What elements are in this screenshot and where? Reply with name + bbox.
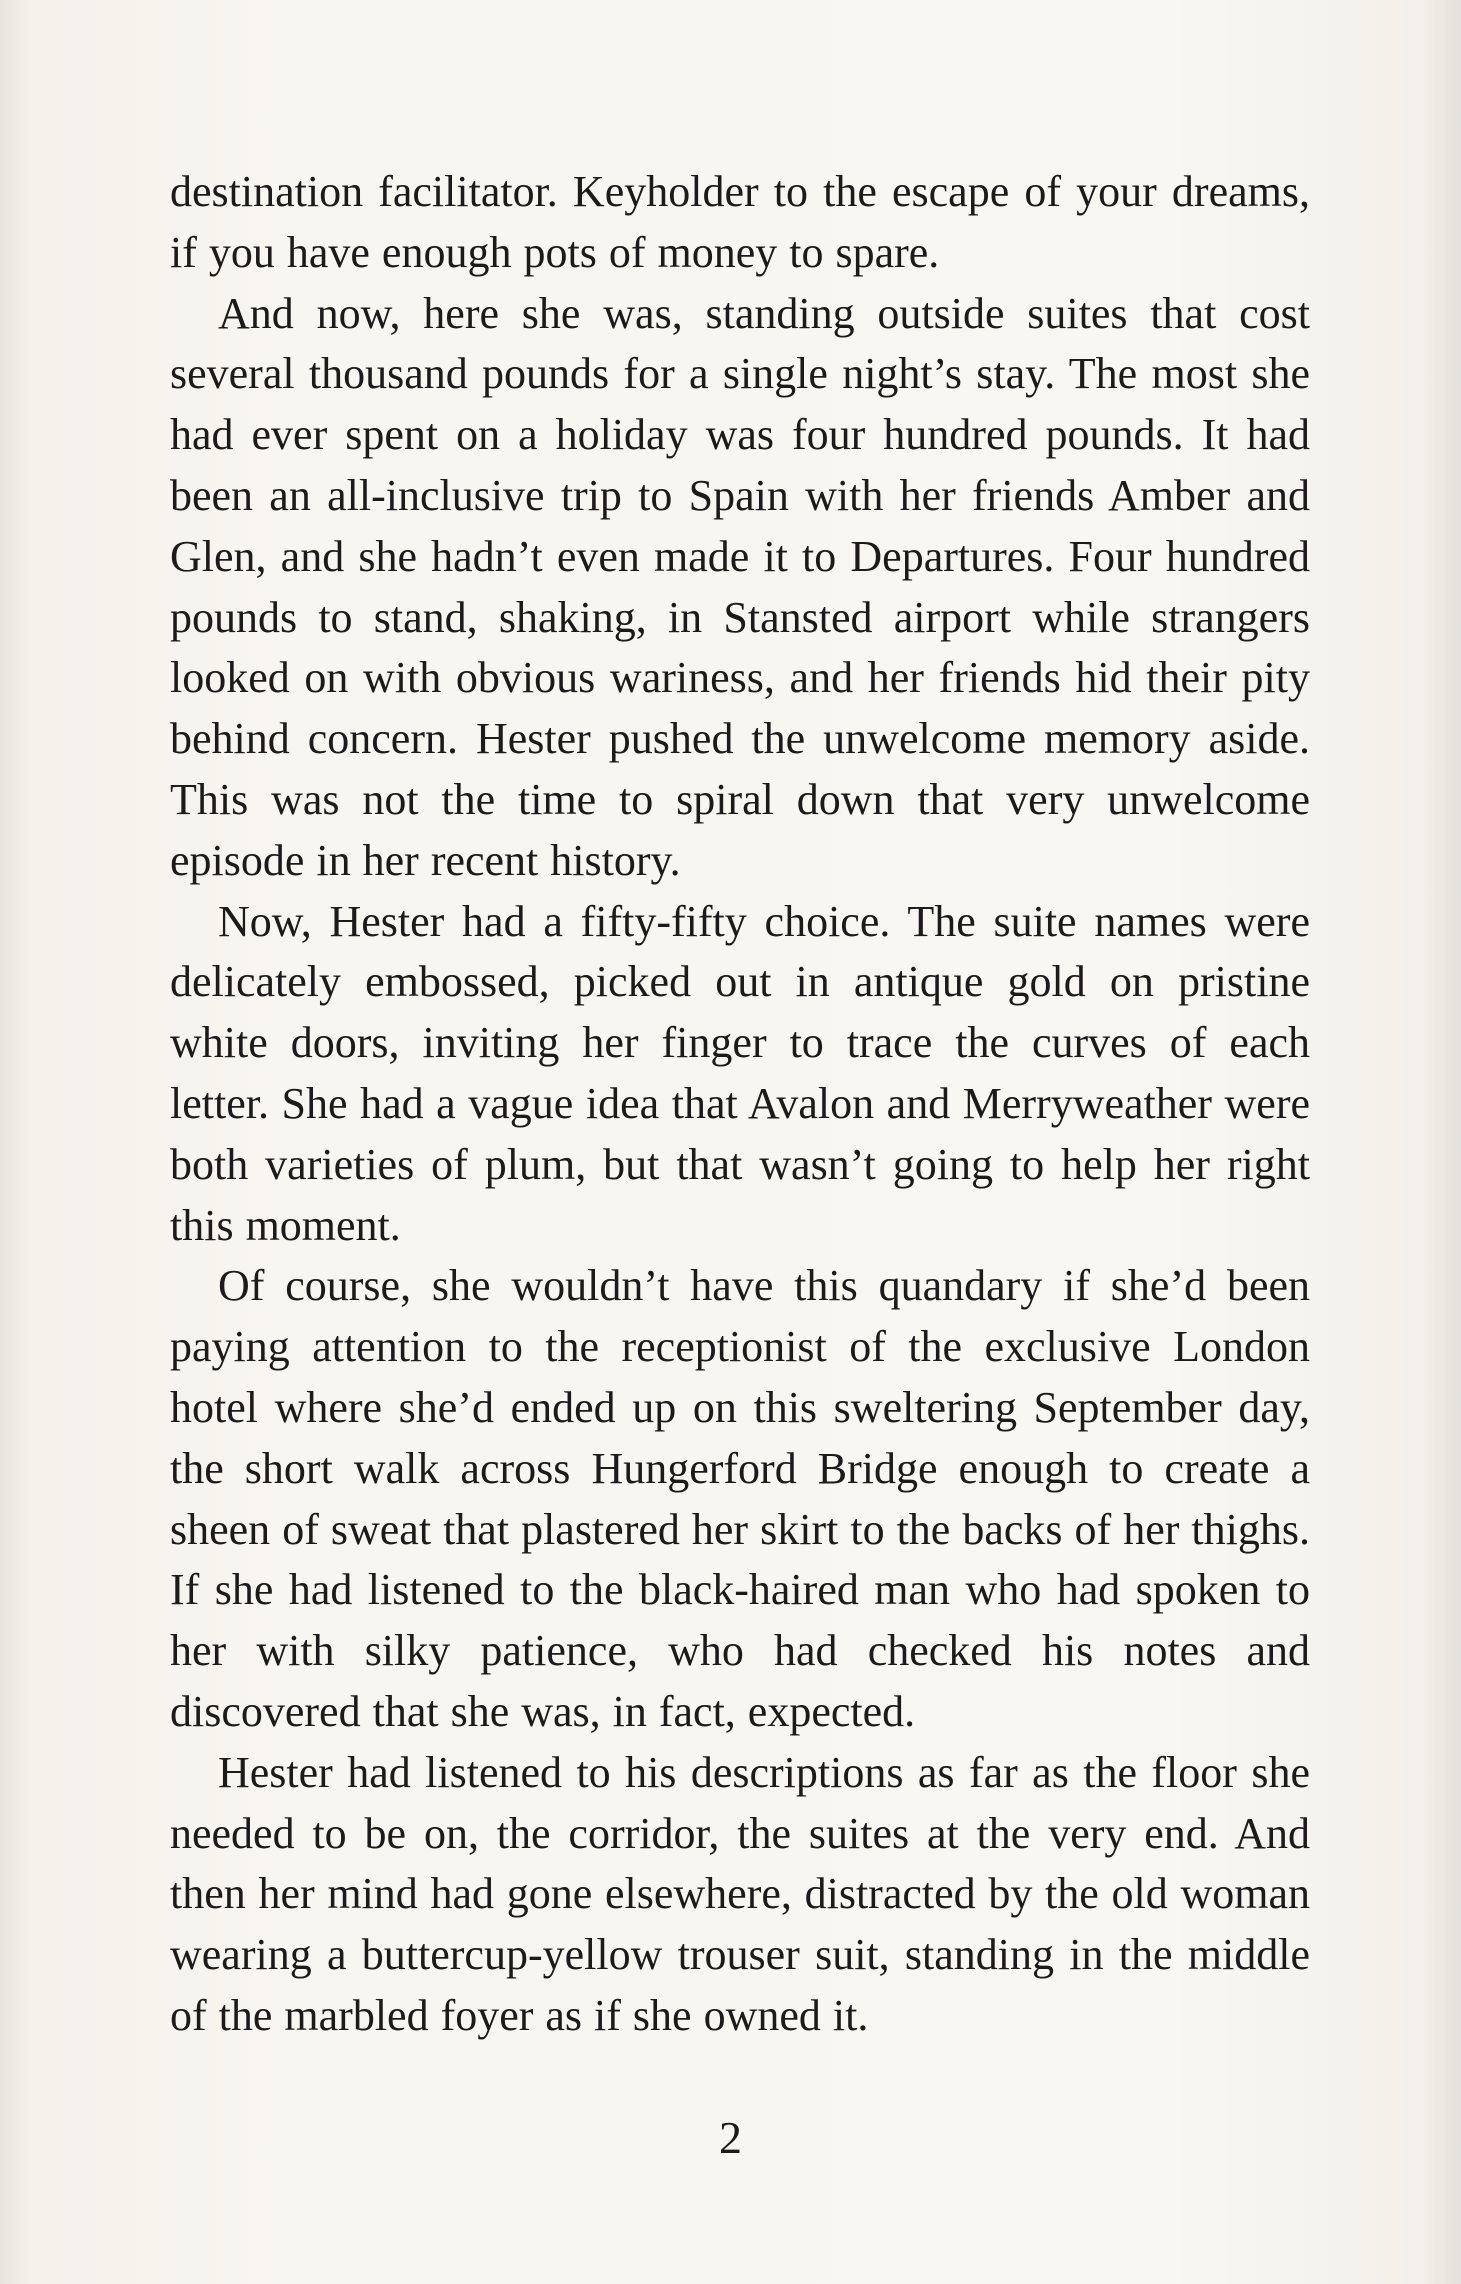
paragraph: Now, Hester had a fifty-fifty choice. The suite names were delicately embossed, picked out in antique gold on pristine white doors, inviting her finger to trace the curves of each letter. She had a vague idea that Avalon and Merryweather were both varieties of plum, but that wasn’t going to help her right this moment. bbox=[170, 896, 1310, 1250]
paragraph-continuation: destination facilitator. Keyholder to the escape of your dreams, if you have enough pots of money to spare. bbox=[170, 167, 1310, 277]
page-edge-right bbox=[1421, 0, 1461, 2284]
paragraph: And now, here she was, standing outside suites that cost several thousand pounds for a single night’s stay. The most she had ever spent on a holiday was four hundred pounds. It had been an all-inclusive trip to Spain with her friends Amber and Glen, and she hadn’t even made it to Departures. Four hundred pounds to stand, shaking, in Stansted airport while strangers looked on with obvious wariness, and her friends hid their pity behind concern. Hester pushed the unwelcome memory aside. This was not the time to spiral down that very unwelcome episode in her recent history. bbox=[170, 288, 1310, 885]
body-text bbox=[170, 162, 1310, 2047]
page-edge-left bbox=[0, 0, 30, 2284]
paragraph: Of course, she wouldn’t have this quandary if she’d been paying attention to the receptionist of the exclusive London hotel where she’d ended up on this sweltering September day, the short walk across Hungerford Bridge enough to create a sheen of sweat that plastered her skirt to the backs of her thighs. If she had listened to the black-haired man who had spoken to her with silky patience, who had checked his notes and discovered that she was, in fact, expected. bbox=[170, 1261, 1310, 1736]
page-number: 2 bbox=[719, 2112, 742, 2163]
paragraph: Hester had listened to his descriptions as far as the floor she needed to be on, the corridor, the suites at the very end. And then her mind had gone elsewhere, distracted by the old woman wearing a buttercup-yellow trouser suit, standing in the middle of the marbled foyer as if she owned it. bbox=[170, 1747, 1310, 2040]
